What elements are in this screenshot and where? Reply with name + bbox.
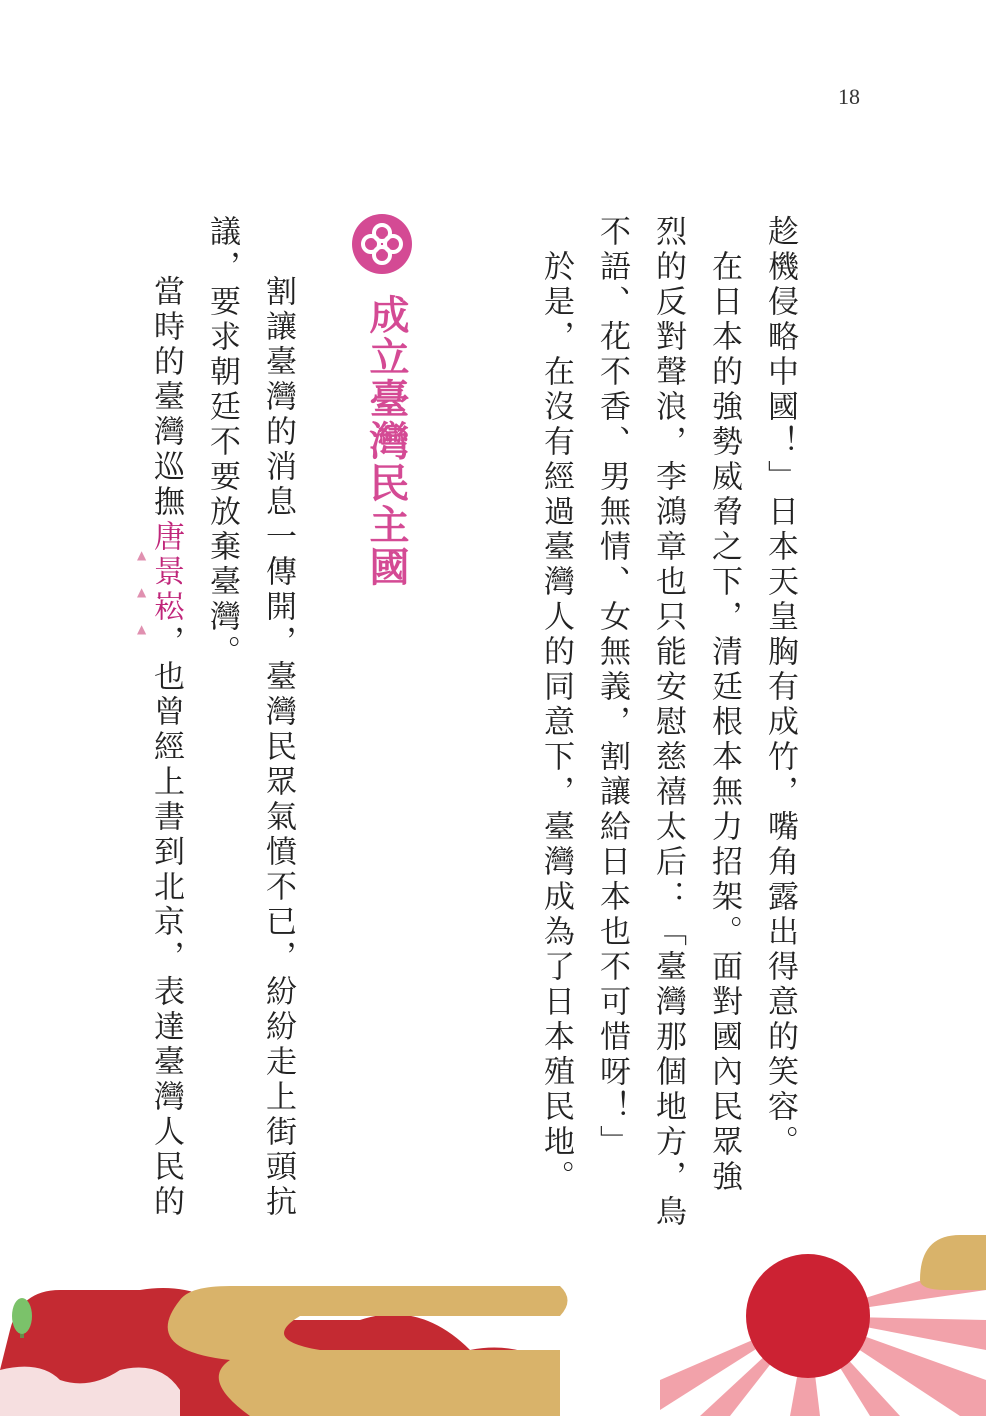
section-heading	[350, 212, 420, 588]
text-column-3: 烈的反對聲浪，李鴻章也只能安慰慈禧太后：「臺灣那個地方，鳥	[650, 215, 686, 1230]
column-8-lead: 當時的臺灣巡撫	[148, 275, 184, 520]
text-column-8	[138, 275, 194, 1220]
text-column-6: 割讓臺灣的消息一傳開，臺灣民眾氣憤不已，紛紛走上街頭抗	[260, 275, 296, 1220]
emphasis-mark: ▲	[137, 548, 147, 562]
text-column-1: 趁機侵略中國！」日本天皇胸有成竹，嘴角露出得意的笑容。	[762, 215, 798, 1160]
text-column-2: 在日本的強勢威脅之下，清廷根本無力招架。面對國內民眾強	[706, 215, 742, 1195]
name-highlight: 唐景崧	[148, 520, 184, 625]
section-title: 成立臺灣民主國	[363, 294, 409, 588]
emphasis-mark: ▲	[137, 622, 147, 636]
text-column-5: 於是，在沒有經過臺灣人的同意下，臺灣成為了日本殖民地。	[538, 215, 574, 1195]
text-column-7: 議，要求朝廷不要放棄臺灣。	[204, 215, 240, 670]
text-column-4: 不語、花不香、男無情、女無義，割讓給日本也不可惜呀！」	[594, 215, 630, 1160]
emphasis-mark: ▲	[137, 585, 147, 599]
decorative-footer-illustration	[0, 1220, 986, 1416]
gold-cloud-right	[920, 1235, 986, 1290]
page-number: 18	[838, 84, 860, 109]
sun-circle	[746, 1254, 870, 1378]
column-8-rest: ，也曾經上書到北京，表達臺灣人民的	[148, 625, 184, 1220]
flower-badge-icon	[350, 212, 414, 276]
